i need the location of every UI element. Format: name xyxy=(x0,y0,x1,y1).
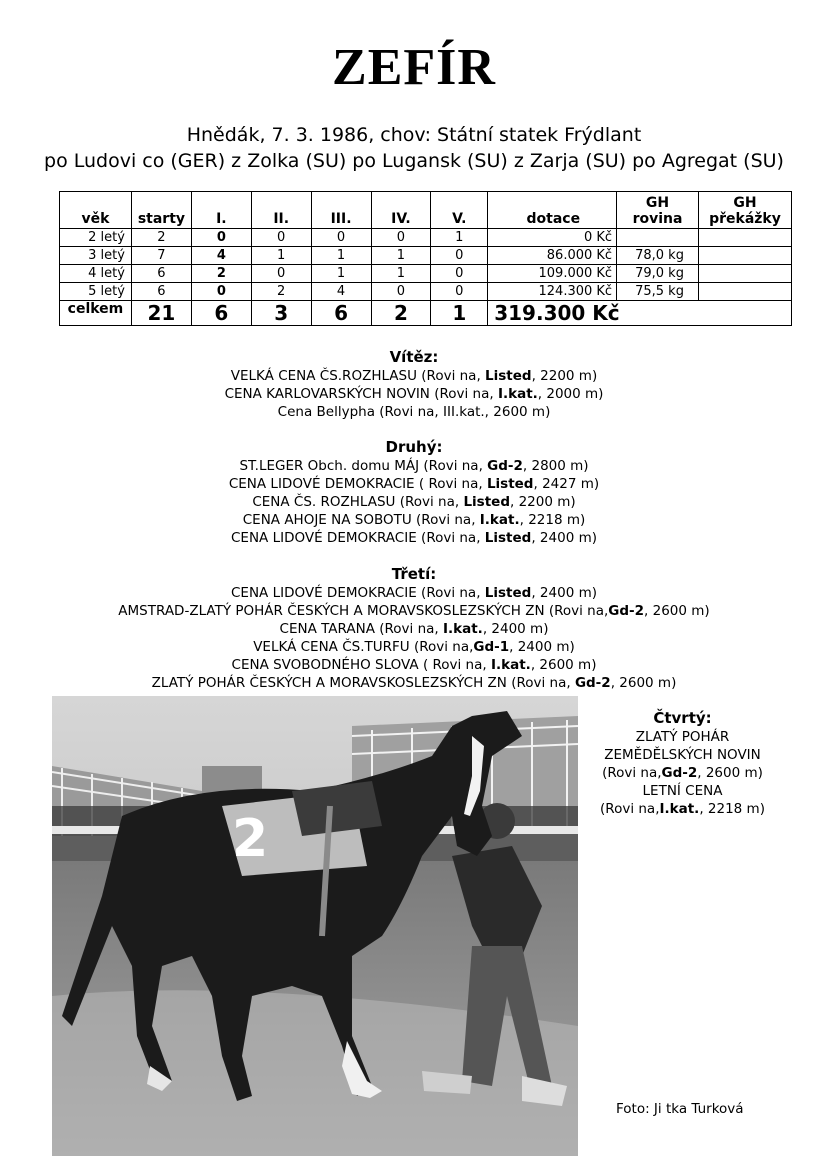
list-item: CENA LIDOVÉ DEMOKRACIE (Rovi na, Listed, 2400 m) xyxy=(231,530,597,546)
list-item: CENA TARANA (Rovi na, I.kat., 2400 m) xyxy=(279,621,549,637)
table-row: 4 letý 6 2 0 1 1 0 109.000 Kč 79,0 kg xyxy=(60,265,792,283)
list-item: AMSTRAD-ZLATÝ POHÁR ČESKÝCH A MORAVSKOSLEZSKÝCH ZN (Rovi na,Gd-2, 2600 m) xyxy=(118,603,710,619)
col-prize: dotace xyxy=(488,192,617,229)
list-item: CENA AHOJE NA SOBOTU (Rovi na, I.kat., 2218 m) xyxy=(242,512,586,528)
col-starts: starty xyxy=(131,192,191,229)
col-fourth: IV. xyxy=(371,192,431,229)
list-item: CENA SVOBODNÉHO SLOVA ( Rovi na, I.kat., 2600 m) xyxy=(231,657,597,673)
third-section xyxy=(0,565,828,692)
list-item: ZEMĚDĚLSKÝCH NOVIN xyxy=(604,747,761,763)
third-heading: Třetí: xyxy=(391,565,437,583)
winner-section xyxy=(0,348,828,421)
col-fifth: V. xyxy=(431,192,488,229)
list-item: VELKÁ CENA ČS.TURFU (Rovi na,Gd-1, 2400 m) xyxy=(253,639,575,655)
horse-photo-illustration xyxy=(52,696,578,1156)
saddle-number: 2 xyxy=(232,809,269,869)
table-row: 3 letý 7 4 1 1 1 0 86.000 Kč 78,0 kg xyxy=(60,247,792,265)
second-section xyxy=(0,438,828,547)
horse-info-line: Hnědák, 7. 3. 1986, chov: Státní statek Frýdlant xyxy=(186,124,642,146)
list-item: LETNÍ CENA xyxy=(642,783,723,799)
col-second: II. xyxy=(251,192,311,229)
horse-photo xyxy=(52,696,578,1156)
list-item: CENA KARLOVARSKÝCH NOVIN (Rovi na, I.kat., 2000 m) xyxy=(224,386,604,402)
winner-heading: Vítěz: xyxy=(389,348,439,366)
list-item: (Rovi na,I.kat., 2218 m) xyxy=(600,801,765,817)
list-item: ST.LEGER Obch. domu MÁJ (Rovi na, Gd-2, 2800 m) xyxy=(239,458,589,474)
photo-credit: Foto: Ji tka Turková xyxy=(616,1101,744,1117)
table-row: 5 letý 6 0 2 4 0 0 124.300 Kč 75,5 kg xyxy=(60,283,792,301)
col-age: věk xyxy=(60,192,132,229)
list-item: CENA LIDOVÉ DEMOKRACIE ( Rovi na, Listed, 2427 m) xyxy=(228,476,600,492)
second-heading: Druhý: xyxy=(385,438,443,456)
col-gh-flat: GH rovina xyxy=(617,192,699,229)
list-item: VELKÁ CENA ČS.ROZHLASU (Rovi na, Listed, 2200 m) xyxy=(230,368,598,384)
list-item: Cena Bellypha (Rovi na, III.kat., 2600 m) xyxy=(277,404,551,420)
col-first: I. xyxy=(191,192,251,229)
table-header-row xyxy=(60,192,792,229)
pedigree-line: po Ludovi co (GER) z Zolka (SU) po Lugansk (SU) z Zarja (SU) po Agregat (SU) xyxy=(44,150,784,172)
fourth-heading: Čtvrtý: xyxy=(653,709,712,727)
page-title: ZEFÍR xyxy=(332,39,496,96)
list-item: ZLATÝ POHÁR xyxy=(635,729,730,745)
table-total-row: celkem 21 6 3 6 2 1 319.300 Kč xyxy=(60,301,792,326)
col-third: III. xyxy=(311,192,371,229)
list-item: (Rovi na,Gd-2, 2600 m) xyxy=(602,765,763,781)
fourth-section xyxy=(585,709,780,818)
career-stats-table xyxy=(59,191,792,326)
col-gh-jump: GH překážky xyxy=(698,192,791,229)
list-item: CENA ČS. ROZHLASU (Rovi na, Listed, 2200 m) xyxy=(252,494,576,510)
table-row: 2 letý 2 0 0 0 0 1 0 Kč xyxy=(60,229,792,247)
list-item: ZLATÝ POHÁR ČESKÝCH A MORAVSKOSLEZSKÝCH ZN (Rovi na, Gd-2, 2600 m) xyxy=(151,675,677,691)
list-item: CENA LIDOVÉ DEMOKRACIE (Rovi na, Listed, 2400 m) xyxy=(231,585,597,601)
